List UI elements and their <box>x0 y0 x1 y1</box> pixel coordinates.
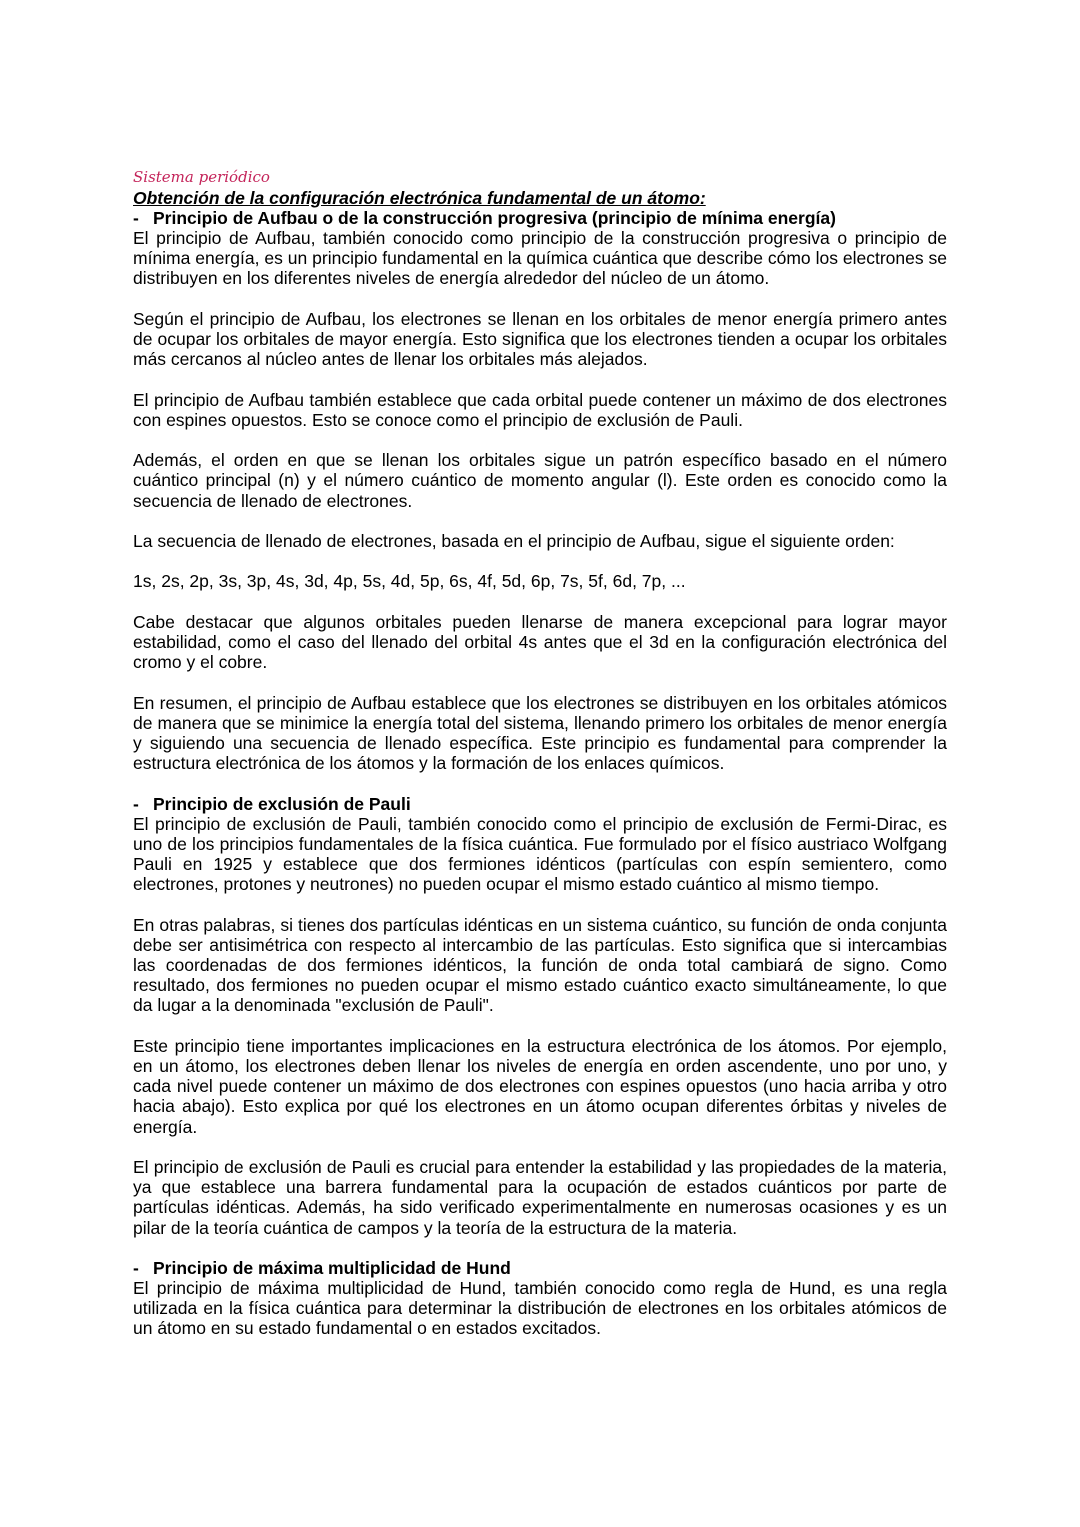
bullet-dash: - <box>133 793 139 814</box>
section-heading-hund <box>133 1258 947 1278</box>
orbital-sequence: 1s, 2s, 2p, 3s, 3p, 4s, 3d, 4p, 5s, 4d, 5p, 6s, 4f, 5d, 6p, 7s, 5f, 6d, 7p, ... <box>133 571 686 592</box>
paragraph: El principio de máxima multiplicidad de Hund, también conocido como regla de Hund, es una regla utilizada en la física cuántica para determinar la distribución de electrones en los orbitales atómicos de un átomo en su estado fundamental o en estados excitados. <box>133 1277 947 1339</box>
paragraph: El principio de exclusión de Pauli es crucial para entender la estabilidad y las propiedades de la materia, ya que establece una barrera fundamental para la ocupación de estados cuánticos por parte de partículas idénticas. Además, ha sido verificado experimentalmente en numerosas ocasiones y es un pilar de la teoría cuántica de campos y la teoría de la estructura de la materia. <box>133 1156 947 1238</box>
paragraph: El principio de exclusión de Pauli, también conocido como el principio de exclusión de Fermi-Dirac, es uno de los principios fundamentales de la física cuántica. Fue formulado por el físico austriaco Wolfgang Pauli en 1925 y establece que dos fermiones idénticos (partículas con espín semientero, como electrones, protones y neutrones) no pueden ocupar el mismo estado cuántico al mismo tiempo. <box>133 813 947 895</box>
document-title: Obtención de la configuración electrónica fundamental de un átomo: <box>133 188 706 208</box>
section-heading-pauli <box>133 794 947 814</box>
paragraph: El principio de Aufbau, también conocido como principio de la construcción progresiva o principio de mínima energía, es un principio fundamental en la química cuántica que describe cómo los electrones se distribuyen en los diferentes niveles de energía alrededor del núcleo de un átomo. <box>133 228 947 289</box>
paragraph: Este principio tiene importantes implicaciones en la estructura electrónica de los átomos. Por ejemplo, en un átomo, los electrones deben llenar los niveles de energía en orden ascendente, uno por uno, y cada nivel puede contener un máximo de dos electrones con espines opuestos (uno hacia arriba y otro hacia abajo). Esto explica por qué los electrones en un átomo ocupan diferentes órbitas y niveles de energía. <box>133 1035 947 1137</box>
paragraph: Según el principio de Aufbau, los electrones se llenan en los orbitales de menor energía primero antes de ocupar los orbitales de mayor energía. Esto significa que los electrones tienden a ocupar los orbitales más cercanos al núcleo antes de llenar los orbitales más alejados. <box>133 308 947 370</box>
paragraph: Cabe destacar que algunos orbitales pueden llenarse de manera excepcional para lograr mayor estabilidad, como el caso del llenado del orbital 4s antes que el 3d en la configuración electrónica del cromo y el cobre. <box>133 611 947 673</box>
section-heading-aufbau <box>133 208 947 228</box>
paragraph: En resumen, el principio de Aufbau establece que los electrones se distribuyen en los orbitales atómicos de manera que se minimice la energía total del sistema, llenando primero los orbitales de menor energía y siguiendo una secuencia de llenado específica. Este principio es fundamental para comprender la estructura electrónica de los átomos y la formación de los enlaces químicos. <box>133 692 947 774</box>
paragraph: El principio de Aufbau también establece que cada orbital puede contener un máximo de dos electrones con espines opuestos. Esto se conoce como el principio de exclusión de Pauli. <box>133 389 947 430</box>
paragraph: En otras palabras, si tienes dos partículas idénticas en un sistema cuántico, su función de onda conjunta debe ser antisimétrica con respecto al intercambio de las partículas. Esto significa que si intercambias las coordenadas de dos fermiones idénticos, la función de onda total cambiará de signo. Como resultado, dos fermiones no pueden ocupar el mismo estado cuántico exacto simultáneamente, lo que da lugar a la denominada "exclusión de Pauli". <box>133 914 947 1016</box>
paragraph: Además, el orden en que se llenan los orbitales sigue un patrón específico basado en el número cuántico principal (n) y el número cuántico de momento angular (l). Este orden es conocido como la secuencia de llenado de electrones. <box>133 450 947 511</box>
paragraph: La secuencia de llenado de electrones, basada en el principio de Aufbau, sigue el siguiente orden: <box>133 530 895 551</box>
subject-label: Sistema periódico <box>133 168 270 186</box>
section-heading-text: Principio de máxima multiplicidad de Hund <box>153 1257 511 1278</box>
bullet-dash: - <box>133 1257 139 1278</box>
document-page <box>133 166 947 1339</box>
bullet-dash: - <box>133 208 139 228</box>
section-heading-text: Principio de exclusión de Pauli <box>153 793 411 814</box>
section-heading-text: Principio de Aufbau o de la construcción progresiva (principio de mínima energía) <box>153 208 836 228</box>
